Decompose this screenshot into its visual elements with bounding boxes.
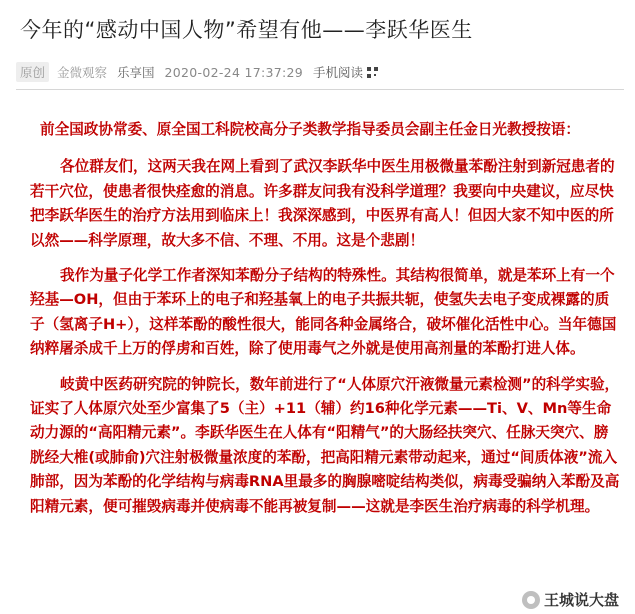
article-paragraph: 我作为量子化学工作者深知苯酚分子结构的特殊性。其结构很简单，就是苯环上有一个羟基—OH，但由于苯环上的电子和羟基氧上的电子共振共轭，使氢失去电子变成裸露的质子（氢离子H+），这样苯酚的酸性很大，能同各种金属络合，破坏催化活性中心。当年德国纳粹屠杀成千上万的俘虏和百姓，除了使用毒气之外就是使用高剂量的苯酚打进人体。: [30, 267, 617, 358]
publish-date: 2020-02-24 17:37:29: [164, 64, 304, 80]
editor-note-heading: 前全国政协常委、原全国工科院校高分子类教学指导委员会副主任金日光教授按语：: [40, 121, 580, 138]
author-link[interactable]: 乐享国: [117, 65, 155, 80]
article-meta: [16, 62, 378, 82]
original-tag: 原创: [16, 62, 49, 82]
article-paragraph: 各位群友们，这两天我在网上看到了武汉李跃华中医生用极微量苯酚注射到新冠患者的若干穴位，使患者很快痊愈的消息。许多群友问我有没科学道理？我要向中央建议，应尽快把李跃华医生的治疗方法用到临床上！我深深感到，中医界有高人！但因大家不知中医的所以然——科学原理，故大多不信、不理、不用。这是个悲剧！: [30, 158, 615, 249]
article-title: 今年的“感动中国人物”希望有他——李跃华医生: [20, 18, 473, 42]
watermark-text: 王城说大盘: [543, 591, 619, 609]
source-link[interactable]: 金微观察: [57, 65, 108, 80]
article-paragraph: 岐黄中医药研究院的钟院长，数年前进行了“人体原穴汗液微量元素检测”的科学实验，证实了人体原穴处至少富集了5（主）+11（辅）约16种化学元素——Ti、V、Mn等生命动力源的“高阳精元素”。李跃华医生在人体有“阳精气”的大肠经扶突穴、任脉天突穴、膀胱经大椎(或肺俞)穴注射极微量浓度的苯酚，把高阳精元素带动起来，通过“间质体液”流入肺部，因为苯酚的化学结构与病毒RNA里最多的胸腺嘧啶结构类似，病毒受骗纳入苯酚及高阳精元素，便可摧毁病毒并使病毒不能再被复制——这就是李医生治疗病毒的科学机理。: [30, 375, 620, 515]
wechat-official-account-icon: [522, 591, 540, 609]
mobile-read-link[interactable]: 手机阅读: [313, 65, 364, 80]
meta-divider: [16, 89, 624, 90]
watermark: [518, 587, 623, 612]
qr-code-icon[interactable]: [367, 67, 378, 78]
article-body: [30, 118, 620, 530]
